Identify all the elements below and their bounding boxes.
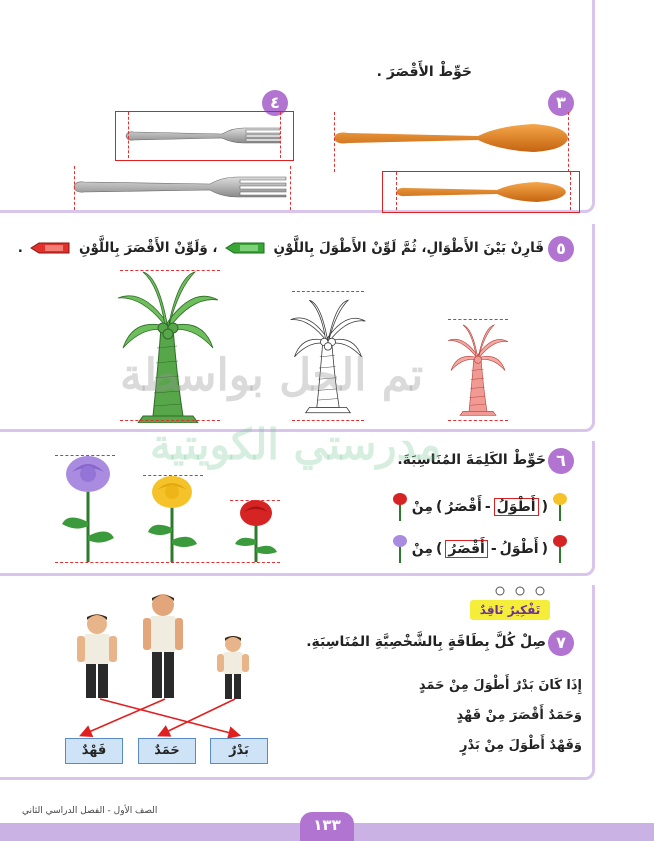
boy-medium [72,612,122,702]
section-6-row-2 [391,534,569,564]
palm-short-guide-bottom [448,420,508,421]
row-2-open: ( [541,541,548,557]
rose-red-icon [391,492,409,522]
section-3-number: ٣ [548,90,574,116]
roses-guide-bottom [55,562,280,563]
name-card-hamad[interactable]: حَمَدٌ [138,738,196,764]
fork-long [70,170,295,204]
palm-tall-guide-top [120,270,220,271]
name-card-badr[interactable]: بَدْرٌ [210,738,268,764]
palm-tree-short [445,318,511,420]
critical-thinking-label: تَفْكِيرٌ نَاقِدٌ [479,603,541,617]
rose-yellow-guide-top [143,475,203,476]
section-4-number: ٤ [262,90,288,116]
spoon-long-guide-right [568,112,569,172]
row-1-open: ( [541,499,548,515]
row-1-option-longer[interactable]: أَطْوَلُ [494,498,539,516]
fork-short [122,122,287,150]
section-5-instruction: قَارِنْ بَيْنَ الأَطْوَالِ، ثُمَّ لَوِّنْ الأَطْوَلَ بِاللَّوْنِ [273,240,544,256]
lightbulb-icons [492,584,548,600]
fork-short-guide-right [280,112,281,158]
row-1-from: مِنْ [411,499,433,515]
section-5-number: ٥ [548,236,574,262]
rose-yellow-icon [551,492,569,522]
row-1-close: ) [435,499,443,515]
row-2-dash: - [490,541,497,557]
page-number: ١٣٣ [313,816,341,834]
section-7-sentence-3: وَفَهْدٌ أَطْوَلَ مِنْ بَدْرٍ [459,738,582,753]
crayon-red-icon [29,241,73,255]
spoon-short-guide-right [570,172,571,210]
spoon-long [328,118,578,158]
section-5-instruction-mid: ، وَلَوِّنْ الأَقْصَرَ بِاللَّوْنِ [78,240,218,256]
spoon-short-guide-left [396,172,397,210]
palm-medium-guide-top [292,291,364,292]
palm-short-guide-top [448,319,508,320]
rose-purple-guide-top [55,455,115,456]
row-2-close: ) [435,541,443,557]
rose-purple-tall [58,452,118,564]
watermark-line-2: مدرستي الكويتية [150,420,442,469]
section-7-sentence-2: وَحَمَدٌ أَقْصَرَ مِنْ فَهْدٍ [456,708,582,723]
row-2-from: مِنْ [411,541,433,557]
name-card-fahd[interactable]: فَهْدٌ [65,738,123,764]
section-7-number: ٧ [548,630,574,656]
fork-short-guide-left [128,112,129,158]
boy-short [214,634,252,702]
rose-red-icon [551,534,569,564]
section-5-instruction-row [18,240,544,256]
section-6-number: ٦ [548,448,574,474]
section-6-instruction: حَوِّطْ الكَلِمَةَ المُنَاسِبَةَ. [397,452,546,468]
rose-red-short [232,498,280,564]
section-6-row-1 [391,492,569,522]
boy-tall [138,592,188,702]
critical-thinking-badge [470,600,550,620]
row-1-dash: - [484,499,491,515]
watermark-line-1: تم الحل بواسطة [120,350,424,401]
spoon-long-guide-left [334,112,335,172]
row-2-option-longer[interactable]: أَطْوَلُ [499,541,539,557]
row-2-option-shorter[interactable]: أَقْصَرُ [445,540,487,558]
section-5-instruction-end: . [17,240,23,256]
rose-purple-icon [391,534,409,564]
fork-long-guide-right [290,166,291,210]
footer-semester-text: الصف الأول - الفصل الدراسي الثاني [22,806,158,816]
section-3-instruction: حَوِّطْ الأَقْصَرَ . [376,64,472,80]
spoon-short [392,178,572,206]
crayon-green-icon [224,241,268,255]
section-7-instruction: صِلْ كُلَّ بِطَاقَةٍ بِالشَّخْصِيَّةِ المُنَاسِبَةِ. [306,634,546,650]
row-1-option-shorter[interactable]: أَقْصَرُ [445,499,482,515]
section-7-sentence-1: إِذَا كَانَ بَدْرٌ أَطْوَلَ مِنْ حَمَدٍ [418,678,582,693]
fork-long-guide-left [74,166,75,210]
rose-red-guide-top [230,500,280,501]
rose-yellow-medium [145,472,200,564]
answer-connection-lines [60,695,260,741]
